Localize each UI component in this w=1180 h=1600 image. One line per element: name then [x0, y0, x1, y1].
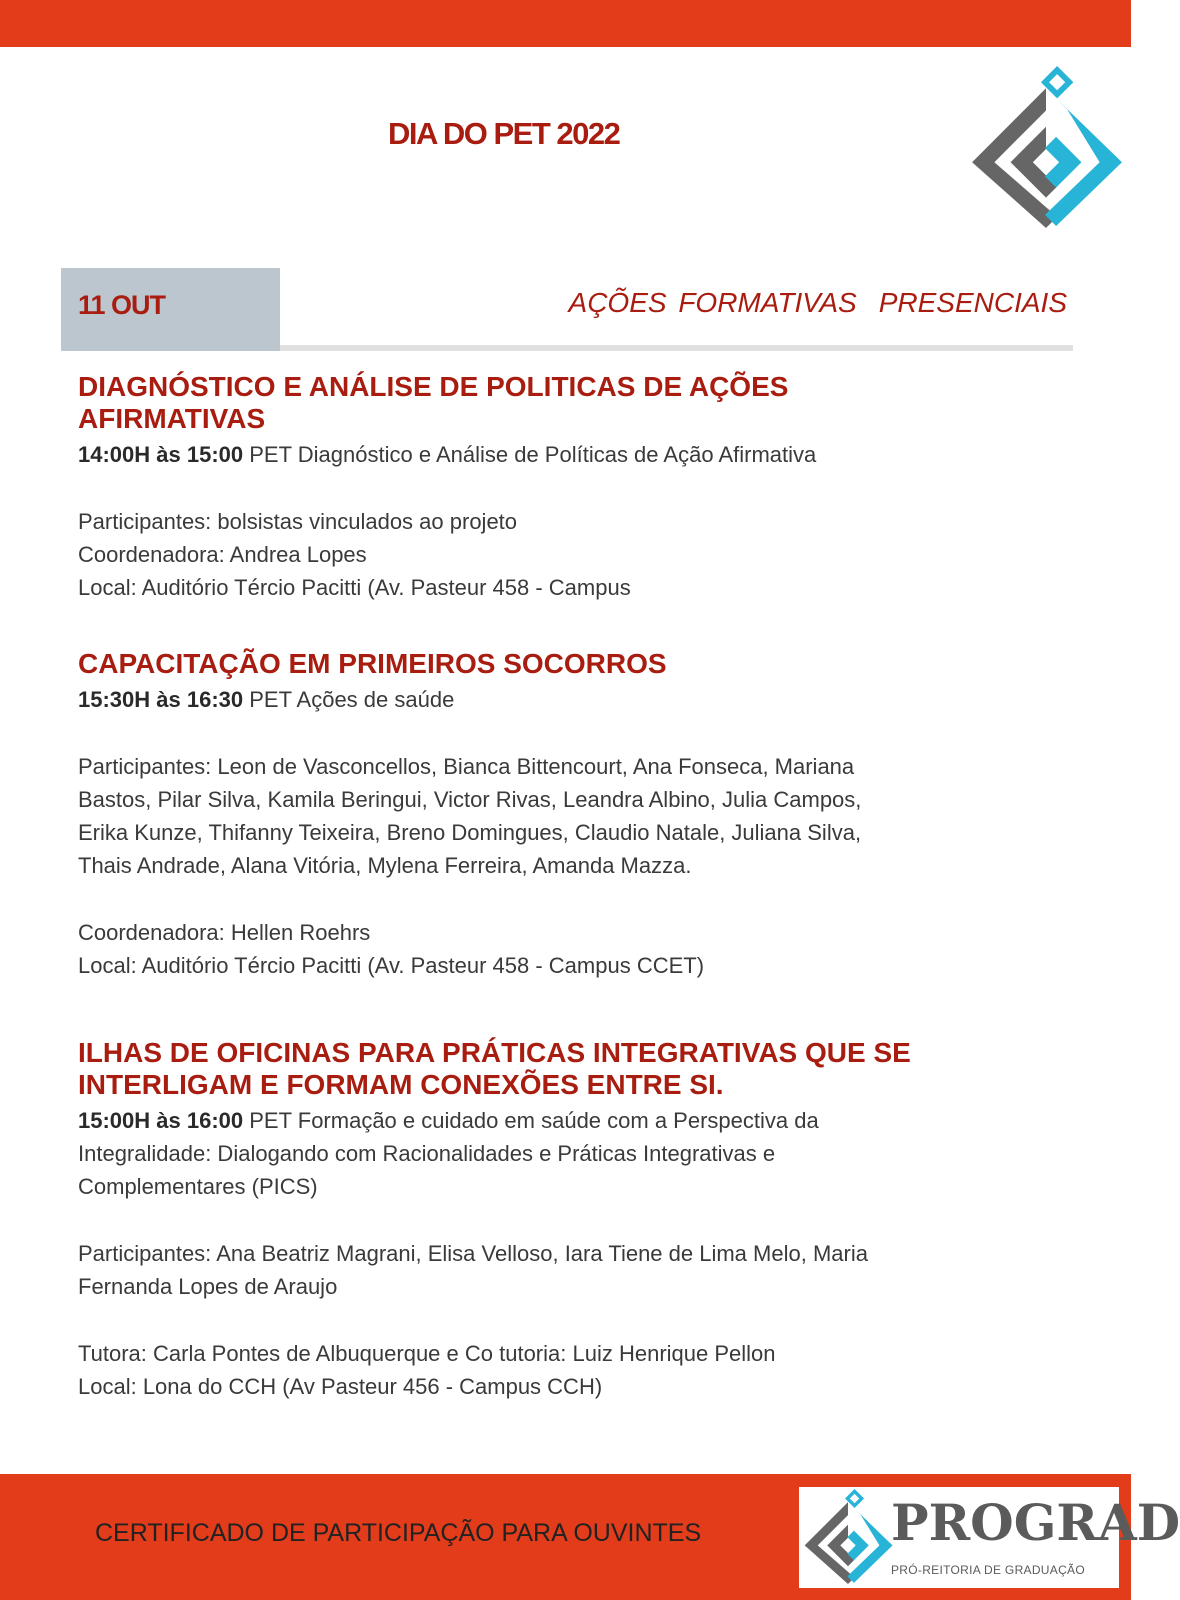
session-title: [78, 371, 1038, 435]
session-program: PET Diagnóstico e Análise de Políticas de Ação Afirmativa: [249, 442, 817, 467]
session-title: [78, 1037, 1038, 1101]
session-coordinator: Coordenadora: Andrea Lopes: [78, 542, 367, 567]
session-program: PET Formação e cuidado em saúde com a Perspectiva da: [249, 1108, 819, 1133]
session-program-line: Integralidade: Dialogando com Racionalidades e Práticas Integrativas e: [78, 1141, 776, 1166]
session-title-line: ILHAS DE OFICINAS PARA PRÁTICAS INTEGRATIVAS QUE SE: [78, 1037, 911, 1068]
date-box: [61, 268, 280, 351]
event-date: 11 OUT: [78, 290, 166, 320]
session-2: [78, 648, 1038, 982]
session-participants-line: Thais Andrade, Alana Vitória, Mylena Ferreira, Amanda Mazza.: [78, 853, 692, 878]
subtitle-actions: AÇÕES FORMATIVAS: [568, 287, 857, 318]
prograd-logo-icon: [803, 1489, 893, 1584]
session-3: [78, 1037, 1038, 1403]
session-time: 14:00H às 15:00: [78, 442, 244, 467]
prograd-wordmark: PROGRAD: [891, 1493, 1180, 1552]
session-schedule: [78, 1105, 1038, 1137]
session-location: Local: Auditório Tércio Pacitti (Av. Pasteur 458 - Campus CCET): [78, 953, 705, 978]
session-title-line: CAPACITAÇÃO EM PRIMEIROS SOCORROS: [78, 648, 667, 679]
session-1: [78, 371, 1038, 604]
session-title-line: INTERLIGAM E FORMAM CONEXÕES ENTRE SI.: [78, 1069, 724, 1100]
session-location: Local: Lona do CCH (Av Pasteur 456 - Campus CCH): [78, 1374, 603, 1399]
session-participants-line: Erika Kunze, Thifanny Teixeira, Breno Domingues, Claudio Natale, Juliana Silva,: [78, 820, 862, 845]
session-schedule: [78, 439, 1038, 471]
session-participants-line: Fernanda Lopes de Araujo: [78, 1274, 338, 1299]
prograd-logo-icon: [970, 66, 1122, 228]
session-title-line: AFIRMATIVAS: [78, 403, 266, 434]
session-participants-line: Participantes: Leon de Vasconcellos, Bianca Bittencourt, Ana Fonseca, Mariana: [78, 754, 855, 779]
session-title: [78, 648, 1038, 680]
header-divider: [280, 345, 1073, 351]
subtitle-mode: PRESENCIAIS: [878, 287, 1067, 318]
session-program-line: Complementares (PICS): [78, 1174, 318, 1199]
session-participants: Participantes: bolsistas vinculados ao projeto: [78, 509, 518, 534]
prograd-brand: [799, 1487, 1180, 1588]
certificate-note: CERTIFICADO DE PARTICIPAÇÃO PARA OUVINTES: [95, 1519, 702, 1547]
session-schedule: [78, 684, 1038, 716]
event-subtitle: [569, 287, 1067, 319]
session-time: 15:00H às 16:00: [78, 1108, 244, 1133]
session-coordinator: Coordenadora: Hellen Roehrs: [78, 920, 371, 945]
prograd-subtitle: PRÓ-REITORIA DE GRADUAÇÃO: [891, 1563, 1085, 1577]
session-tutor: Tutora: Carla Pontes de Albuquerque e Co tutoria: Luiz Henrique Pellon: [78, 1341, 776, 1366]
footer-bar: [0, 1474, 1180, 1600]
session-program: PET Ações de saúde: [249, 687, 455, 712]
session-participants-line: Bastos, Pilar Silva, Kamila Beringui, Victor Rivas, Leandra Albino, Julia Campos,: [78, 787, 862, 812]
event-title: DIA DO PET 2022: [388, 116, 620, 151]
top-banner-bar: [0, 0, 1131, 47]
session-location: Local: Auditório Tércio Pacitti (Av. Pasteur 458 - Campus: [78, 575, 631, 600]
session-time: 15:30H às 16:30: [78, 687, 244, 712]
session-title-line: DIAGNÓSTICO E ANÁLISE DE POLITICAS DE AÇÕES: [78, 371, 789, 402]
session-participants-line: Participantes: Ana Beatriz Magrani, Elisa Velloso, Iara Tiene de Lima Melo, Maria: [78, 1241, 868, 1266]
